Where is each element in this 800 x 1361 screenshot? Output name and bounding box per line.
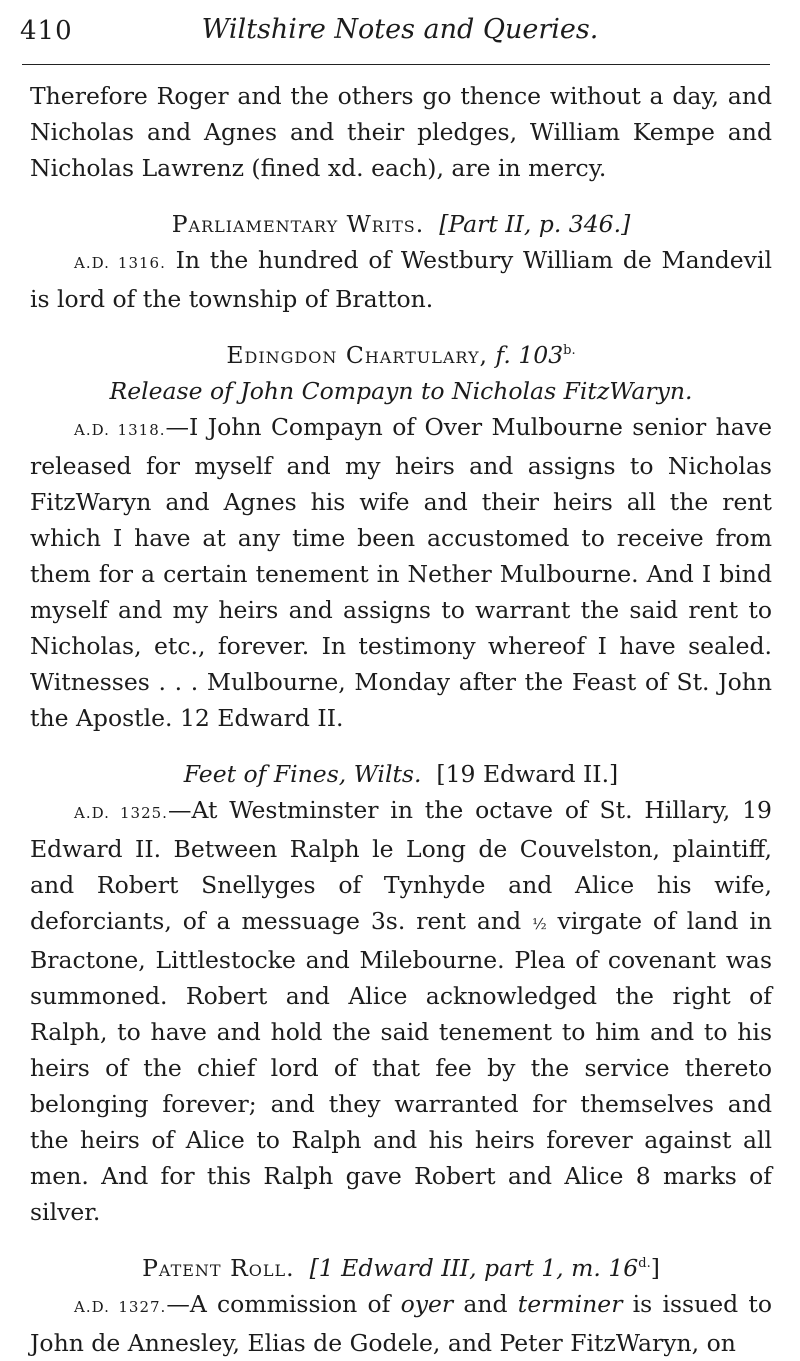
heading-title: Edingdon Chartulary, <box>226 341 489 369</box>
paragraph-ad-1325 <box>30 792 772 1230</box>
heading-title: Feet of Fines, Wilts. <box>183 760 422 788</box>
paragraph-text-b: virgate of land in Bractone, Littlestocke and Milebourne. Plea of covenant was summoned. Robert and Alice acknowledged the right of Ralph, to have and hold the said tenement to him and to his heirs of the chief lord of that fee by the service thereto belonging forever; and they warranted for themselves and the heirs of Alice to Ralph and his heirs forever against all men. And for this Ralph gave Robert and Alice 8 marks of silver. <box>30 907 772 1226</box>
term-oyer: oyer <box>400 1290 454 1318</box>
paragraph-ad-1316 <box>30 242 772 317</box>
date-label: A.D. 1327. <box>74 1298 167 1316</box>
section-heading-feet-of-fines <box>30 756 772 792</box>
page-body <box>30 78 772 1361</box>
heading-folio: f. 103 <box>495 341 564 369</box>
heading-reference: [Part II, p. 346.] <box>439 210 631 238</box>
date-label: A.D. 1325. <box>74 804 168 822</box>
heading-title: Parliamentary Writs. <box>171 210 425 238</box>
heading-reference: [19 Edward II.] <box>436 760 619 788</box>
running-head <box>20 14 770 54</box>
paragraph-text-c: is issued to John de Annesley, Elias de Godele, and Peter FitzWaryn, on <box>30 1290 772 1357</box>
paragraph-text: In the hundred of Westbury William de Mandevil is lord of the township of Bratton. <box>30 246 772 313</box>
heading-reference: [1 Edward III, part 1, m. 16 <box>309 1254 639 1282</box>
reference-superscript: d. <box>638 1256 651 1272</box>
section-heading-parliamentary-writs <box>30 206 772 242</box>
paragraph-text-a: —A commission of <box>166 1290 401 1318</box>
header-rule <box>22 64 770 65</box>
date-label: A.D. 1318. <box>74 421 166 439</box>
fraction-half: ½ <box>532 915 547 933</box>
opening-paragraph: Therefore Roger and the others go thence without a day, and Nicholas and Agnes and their pledges, William Kempe and Nicholas Lawrenz (fined xd. each), are in mercy. <box>30 82 772 182</box>
paragraph-text: —I John Compayn of Over Mulbourne senior have released for myself and my heirs and assigns to Nicholas FitzWaryn and Agnes his wife and their heirs all the rent which I have at any time been accustomed to receive from them for a certain tenement in Nether Mulbourne. And I bind myself and my heirs and assigns to warrant the said rent to Nicholas, etc., forever. In testimony whereof I have sealed. Witnesses . . . Mulbourne, Monday after the Feast of St. John the Apostle. 12 Edward II. <box>30 413 772 732</box>
paragraph-ad-1318 <box>30 409 772 736</box>
journal-title: Wiltshire Notes and Queries. <box>201 14 599 45</box>
heading-title: Patent Roll. <box>142 1254 295 1282</box>
section-heading-edingdon-chartulary <box>30 337 772 373</box>
paragraph-ad-1327 <box>30 1286 772 1361</box>
reference-close: ] <box>650 1254 660 1282</box>
page-number: 410 <box>20 16 73 46</box>
date-label: A.D. 1316. <box>74 254 166 272</box>
folio-superscript: b. <box>563 343 576 359</box>
section-heading-patent-roll <box>30 1250 772 1286</box>
term-terminer: terminer <box>517 1290 623 1318</box>
section-subheading-release: Release of John Compayn to Nicholas FitzWaryn. <box>109 377 693 405</box>
paragraph-text-a: —At Westminster in the octave of St. Hillary, 19 Edward II. Between Ralph le Long de Couvelston, plaintiff, and Robert Snellyges of Tynhyde and Alice his wife, deforciants, of a messuage 3s. rent and <box>30 796 773 935</box>
paragraph-text-b: and <box>453 1290 518 1318</box>
